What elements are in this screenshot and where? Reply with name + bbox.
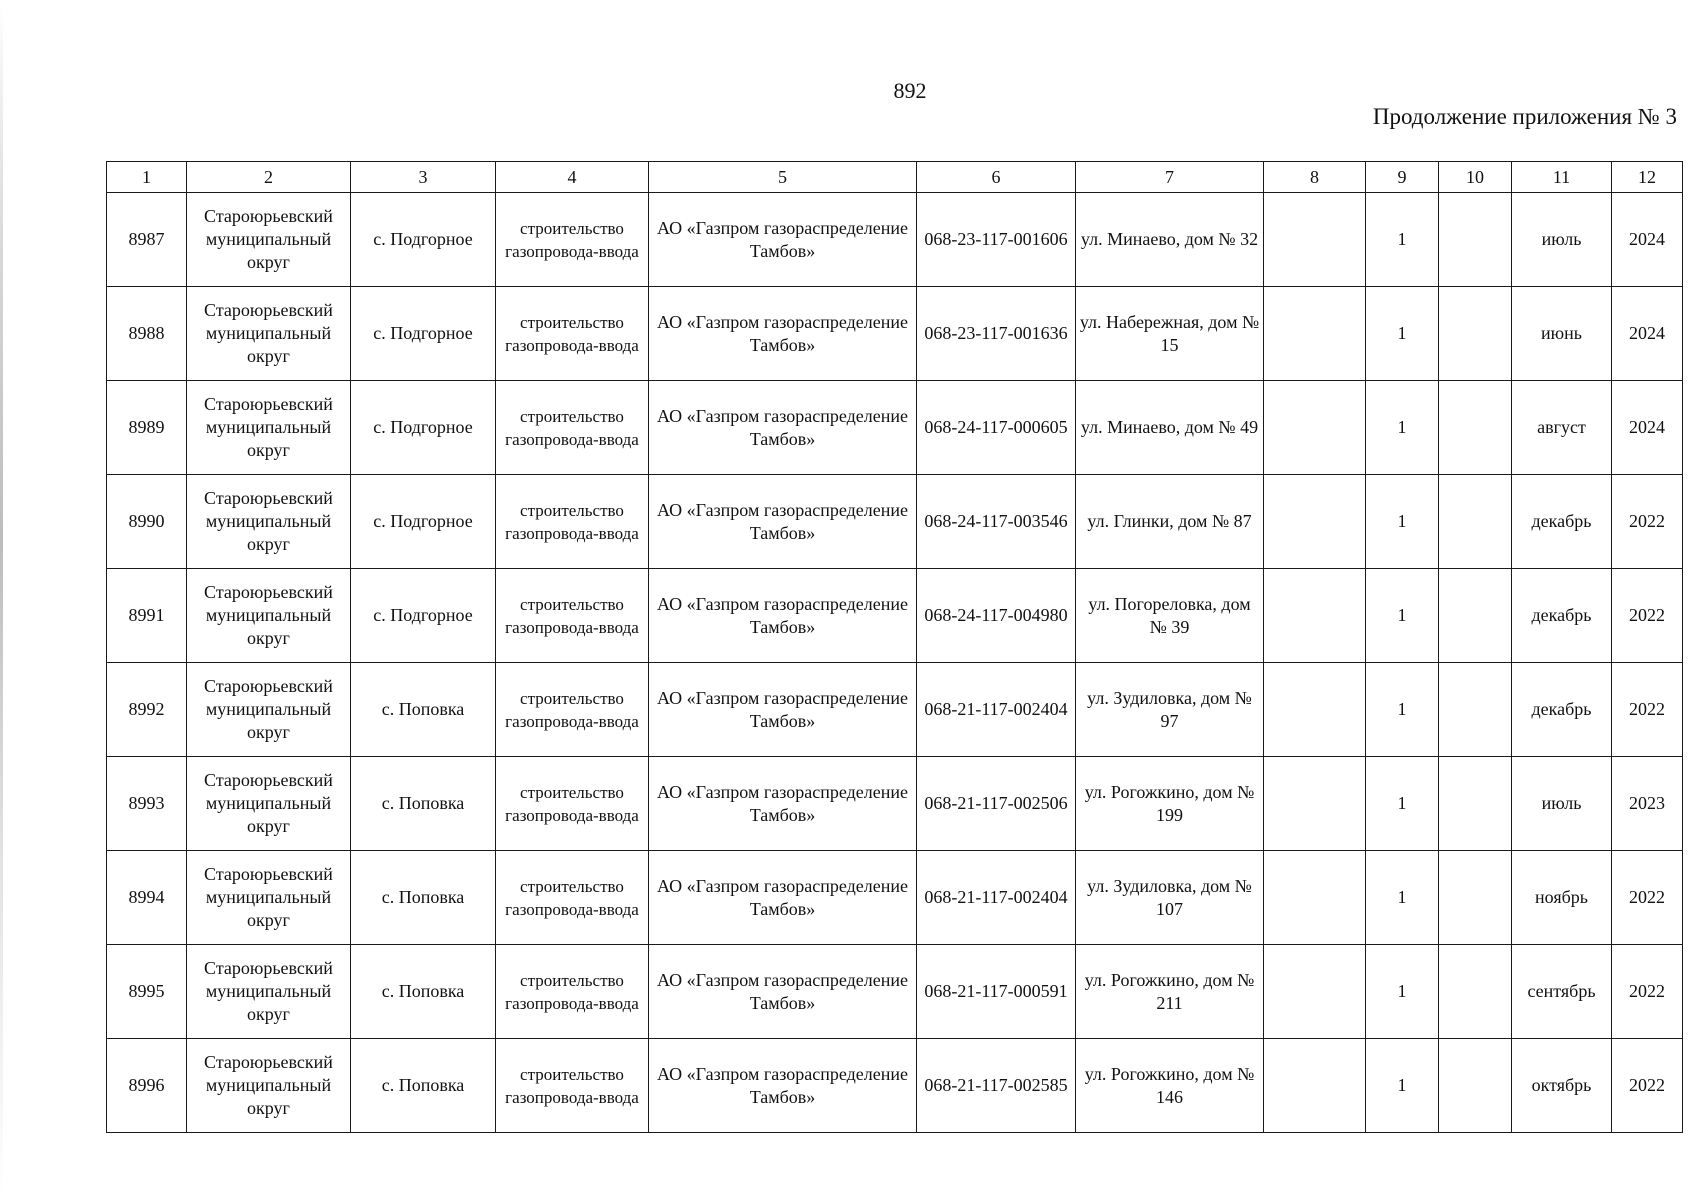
column-header-7: 7 — [1076, 162, 1264, 193]
column-10-cell — [1439, 1039, 1512, 1133]
quantity-cell: 1 — [1366, 193, 1439, 287]
row-number: 8991 — [107, 569, 187, 663]
year-cell: 2023 — [1612, 757, 1683, 851]
row-number: 8990 — [107, 475, 187, 569]
organization-cell: АО «Газпром газораспределение Тамбов» — [649, 193, 917, 287]
table-row — [107, 945, 1683, 1039]
quantity-cell: 1 — [1366, 757, 1439, 851]
district-cell: Староюрьевский муниципальный округ — [187, 381, 351, 475]
year-cell: 2022 — [1612, 945, 1683, 1039]
column-header-9: 9 — [1366, 162, 1439, 193]
column-10-cell — [1439, 851, 1512, 945]
work-type-cell: строительство газопровода-ввода — [496, 851, 649, 945]
district-cell: Староюрьевский муниципальный округ — [187, 193, 351, 287]
column-8-cell — [1264, 287, 1366, 381]
settlement-cell: с. Подгорное — [351, 193, 496, 287]
column-header-8: 8 — [1264, 162, 1366, 193]
settlement-cell: с. Поповка — [351, 1039, 496, 1133]
code-cell: 068-21-117-002404 — [917, 851, 1076, 945]
work-type-cell: строительство газопровода-ввода — [496, 193, 649, 287]
organization-cell: АО «Газпром газораспределение Тамбов» — [649, 475, 917, 569]
address-cell: ул. Глинки, дом № 87 — [1076, 475, 1264, 569]
code-cell: 068-24-117-000605 — [917, 381, 1076, 475]
work-type-cell: строительство газопровода-ввода — [496, 663, 649, 757]
organization-cell: АО «Газпром газораспределение Тамбов» — [649, 381, 917, 475]
month-cell: октябрь — [1512, 1039, 1612, 1133]
column-10-cell — [1439, 663, 1512, 757]
quantity-cell: 1 — [1366, 945, 1439, 1039]
address-cell: ул. Зудиловка, дом № 107 — [1076, 851, 1264, 945]
row-number: 8993 — [107, 757, 187, 851]
address-cell: ул. Зудиловка, дом № 97 — [1076, 663, 1264, 757]
year-cell: 2022 — [1612, 663, 1683, 757]
column-8-cell — [1264, 945, 1366, 1039]
district-cell: Староюрьевский муниципальный округ — [187, 945, 351, 1039]
row-number: 8988 — [107, 287, 187, 381]
code-cell: 068-21-117-002585 — [917, 1039, 1076, 1133]
month-cell: август — [1512, 381, 1612, 475]
address-cell: ул. Минаево, дом № 32 — [1076, 193, 1264, 287]
month-cell: декабрь — [1512, 663, 1612, 757]
month-cell: сентябрь — [1512, 945, 1612, 1039]
month-cell: июнь — [1512, 287, 1612, 381]
address-cell: ул. Погореловка, дом № 39 — [1076, 569, 1264, 663]
row-number: 8995 — [107, 945, 187, 1039]
work-type-cell: строительство газопровода-ввода — [496, 475, 649, 569]
settlement-cell: с. Подгорное — [351, 287, 496, 381]
quantity-cell: 1 — [1366, 663, 1439, 757]
column-header-3: 3 — [351, 162, 496, 193]
month-cell: июль — [1512, 193, 1612, 287]
table-row — [107, 851, 1683, 945]
quantity-cell: 1 — [1366, 287, 1439, 381]
register-table — [106, 161, 1683, 1133]
address-cell: ул. Набережная, дом № 15 — [1076, 287, 1264, 381]
page-number: 892 — [893, 78, 927, 103]
address-cell: ул. Минаево, дом № 49 — [1076, 381, 1264, 475]
district-cell: Староюрьевский муниципальный округ — [187, 475, 351, 569]
column-8-cell — [1264, 757, 1366, 851]
column-header-11: 11 — [1512, 162, 1612, 193]
column-header-1: 1 — [107, 162, 187, 193]
month-cell: декабрь — [1512, 569, 1612, 663]
table-row — [107, 663, 1683, 757]
column-header-6: 6 — [917, 162, 1076, 193]
address-cell: ул. Рогожкино, дом № 211 — [1076, 945, 1264, 1039]
district-cell: Староюрьевский муниципальный округ — [187, 757, 351, 851]
row-number: 8994 — [107, 851, 187, 945]
column-8-cell — [1264, 381, 1366, 475]
organization-cell: АО «Газпром газораспределение Тамбов» — [649, 569, 917, 663]
quantity-cell: 1 — [1366, 381, 1439, 475]
column-header-12: 12 — [1612, 162, 1683, 193]
settlement-cell: с. Подгорное — [351, 381, 496, 475]
quantity-cell: 1 — [1366, 1039, 1439, 1133]
settlement-cell: с. Поповка — [351, 663, 496, 757]
column-header-2: 2 — [187, 162, 351, 193]
table-row — [107, 287, 1683, 381]
month-cell: декабрь — [1512, 475, 1612, 569]
row-number: 8996 — [107, 1039, 187, 1133]
table-row — [107, 757, 1683, 851]
code-cell: 068-24-117-003546 — [917, 475, 1076, 569]
quantity-cell: 1 — [1366, 569, 1439, 663]
settlement-cell: с. Подгорное — [351, 475, 496, 569]
column-8-cell — [1264, 663, 1366, 757]
quantity-cell: 1 — [1366, 851, 1439, 945]
work-type-cell: строительство газопровода-ввода — [496, 1039, 649, 1133]
address-cell: ул. Рогожкино, дом № 199 — [1076, 757, 1264, 851]
row-number: 8989 — [107, 381, 187, 475]
row-number: 8987 — [107, 193, 187, 287]
settlement-cell: с. Поповка — [351, 945, 496, 1039]
code-cell: 068-24-117-004980 — [917, 569, 1076, 663]
table-row — [107, 381, 1683, 475]
column-10-cell — [1439, 381, 1512, 475]
organization-cell: АО «Газпром газораспределение Тамбов» — [649, 851, 917, 945]
district-cell: Староюрьевский муниципальный округ — [187, 287, 351, 381]
work-type-cell: строительство газопровода-ввода — [496, 287, 649, 381]
year-cell: 2024 — [1612, 193, 1683, 287]
table-row — [107, 569, 1683, 663]
column-header-5: 5 — [649, 162, 917, 193]
column-10-cell — [1439, 569, 1512, 663]
column-10-cell — [1439, 193, 1512, 287]
row-number: 8992 — [107, 663, 187, 757]
column-10-cell — [1439, 475, 1512, 569]
column-8-cell — [1264, 851, 1366, 945]
organization-cell: АО «Газпром газораспределение Тамбов» — [649, 757, 917, 851]
district-cell: Староюрьевский муниципальный округ — [187, 851, 351, 945]
organization-cell: АО «Газпром газораспределение Тамбов» — [649, 663, 917, 757]
column-8-cell — [1264, 193, 1366, 287]
year-cell: 2024 — [1612, 287, 1683, 381]
work-type-cell: строительство газопровода-ввода — [496, 569, 649, 663]
column-header-4: 4 — [496, 162, 649, 193]
code-cell: 068-23-117-001636 — [917, 287, 1076, 381]
organization-cell: АО «Газпром газораспределение Тамбов» — [649, 945, 917, 1039]
settlement-cell: с. Подгорное — [351, 569, 496, 663]
column-8-cell — [1264, 1039, 1366, 1133]
table-body — [107, 193, 1683, 1133]
organization-cell: АО «Газпром газораспределение Тамбов» — [649, 1039, 917, 1133]
column-10-cell — [1439, 287, 1512, 381]
table-row — [107, 193, 1683, 287]
header-row — [107, 162, 1683, 193]
column-header-10: 10 — [1439, 162, 1512, 193]
settlement-cell: с. Поповка — [351, 757, 496, 851]
settlement-cell: с. Поповка — [351, 851, 496, 945]
year-cell: 2022 — [1612, 851, 1683, 945]
table-row — [107, 1039, 1683, 1133]
column-8-cell — [1264, 569, 1366, 663]
work-type-cell: строительство газопровода-ввода — [496, 757, 649, 851]
year-cell: 2022 — [1612, 1039, 1683, 1133]
work-type-cell: строительство газопровода-ввода — [496, 381, 649, 475]
column-8-cell — [1264, 475, 1366, 569]
code-cell: 068-21-117-002506 — [917, 757, 1076, 851]
quantity-cell: 1 — [1366, 475, 1439, 569]
table-row — [107, 475, 1683, 569]
year-cell: 2022 — [1612, 475, 1683, 569]
organization-cell: АО «Газпром газораспределение Тамбов» — [649, 287, 917, 381]
month-cell: ноябрь — [1512, 851, 1612, 945]
code-cell: 068-23-117-001606 — [917, 193, 1076, 287]
district-cell: Староюрьевский муниципальный округ — [187, 663, 351, 757]
address-cell: ул. Рогожкино, дом № 146 — [1076, 1039, 1264, 1133]
work-type-cell: строительство газопровода-ввода — [496, 945, 649, 1039]
code-cell: 068-21-117-002404 — [917, 663, 1076, 757]
code-cell: 068-21-117-000591 — [917, 945, 1076, 1039]
scan-edge-shadow — [0, 0, 3, 1200]
district-cell: Староюрьевский муниципальный округ — [187, 569, 351, 663]
year-cell: 2022 — [1612, 569, 1683, 663]
year-cell: 2024 — [1612, 381, 1683, 475]
district-cell: Староюрьевский муниципальный округ — [187, 1039, 351, 1133]
column-10-cell — [1439, 945, 1512, 1039]
column-10-cell — [1439, 757, 1512, 851]
month-cell: июль — [1512, 757, 1612, 851]
appendix-continuation-title: Продолжение приложения № 3 — [1372, 104, 1677, 129]
